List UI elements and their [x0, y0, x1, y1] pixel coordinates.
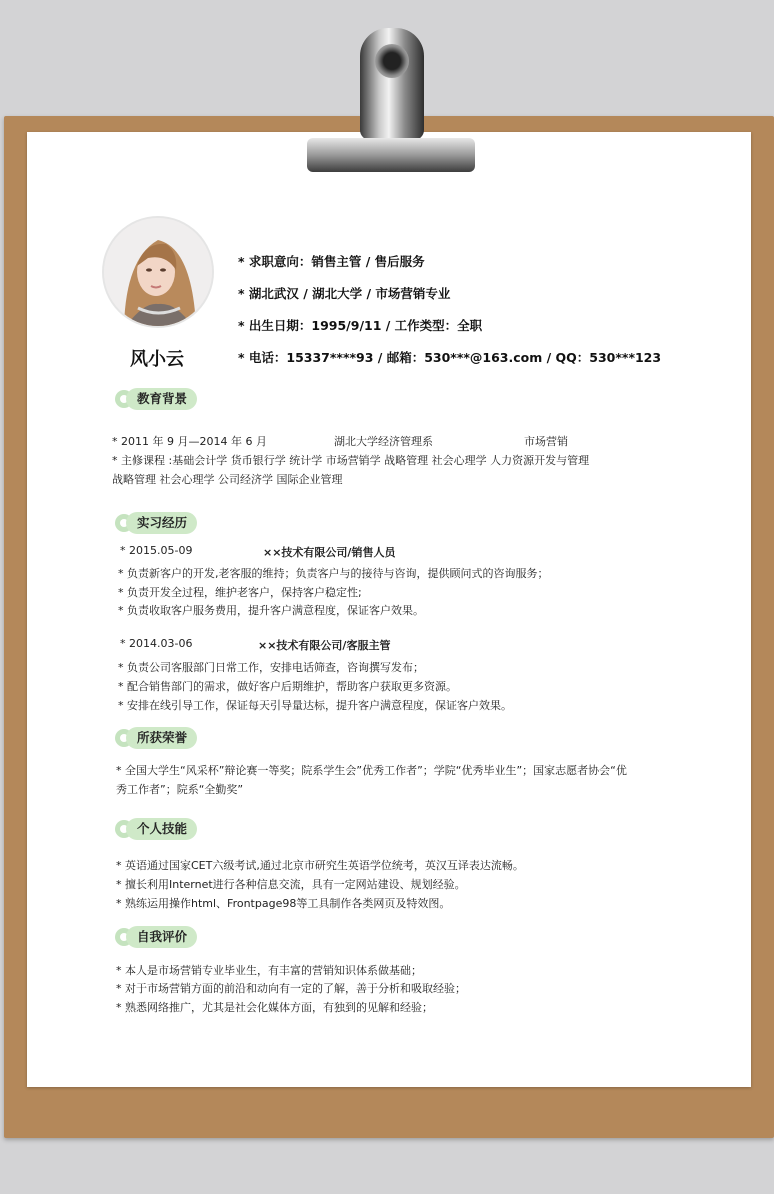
skill-item: * 熟练运用操作html、Frontpage98等工具制作各类网页及特效图。 — [116, 897, 451, 910]
edu-courses-1: * 主修课程 :基础会计学 货币银行学 统计学 市场营销学 战略管理 社会心理学 人力资源开发与管理 — [112, 454, 590, 467]
resume-name: 风小云 — [130, 349, 184, 370]
job1-item: * 负责收取客户服务费用，提升客户满意程度，保证客户效果。 — [118, 604, 424, 617]
edu-courses-2: 战略管理 社会心理学 公司经济学 国际企业管理 — [112, 473, 343, 486]
job1-item: * 负责开发全过程，维护老客户，保持客户稳定性; — [118, 586, 362, 599]
clip-base — [307, 138, 475, 172]
job2-company: ××技术有限公司/客服主管 — [258, 639, 391, 652]
info-line-contact: * 电话：15337****93 / 邮箱：530***@163.com / QQ：530***123 — [238, 350, 662, 365]
info-line-birth: * 出生日期：1995/9/11 / 工作类型：全职 — [238, 318, 483, 333]
edu-school: 湖北大学经济管理系 — [334, 435, 433, 448]
honor-line: 秀工作者”；院系“全勤奖” — [116, 783, 244, 796]
job1-date: * 2015.05-09 — [120, 544, 193, 557]
self-item: * 熟悉网络推广，尤其是社会化媒体方面，有独到的见解和经验； — [116, 1001, 433, 1014]
avatar — [104, 218, 212, 326]
info-line-intent: * 求职意向：销售主管 / 售后服务 — [238, 254, 425, 269]
job2-date: * 2014.03-06 — [120, 637, 193, 650]
job2-item: * 负责公司客服部门日常工作，安排电话筛查，咨询撰写发布； — [118, 661, 424, 674]
edu-major: 市场营销 — [524, 435, 568, 448]
skill-item: * 擅长利用Internet进行各种信息交流，具有一定网站建设、规划经验。 — [116, 878, 466, 891]
skill-item: * 英语通过国家CET六级考试,通过北京市研究生英语学位统考，英汉互译表达流畅。 — [116, 859, 524, 872]
edu-date: * 2011 年 9 月—2014 年 6 月 — [112, 435, 267, 448]
self-item: * 本人是市场营销专业毕业生，有丰富的营销知识体系做基础； — [116, 964, 422, 977]
clip-hole — [375, 44, 409, 78]
job2-item: * 安排在线引导工作，保证每天引导量达标，提升客户满意程度，保证客户效果。 — [118, 699, 512, 712]
self-item: * 对于市场营销方面的前沿和动向有一定的了解，善于分析和吸取经验； — [116, 982, 466, 995]
job2-item: * 配合销售部门的需求，做好客户后期维护，帮助客户获取更多资源。 — [118, 680, 457, 693]
info-line-school: * 湖北武汉 / 湖北大学 / 市场营销专业 — [238, 286, 451, 301]
job1-company: ××技术有限公司/销售人员 — [263, 546, 396, 559]
job1-item: * 负责新客户的开发,老客服的维持；负责客户与的接待与咨询，提供顾问式的咨询服务； — [118, 567, 549, 580]
honor-line: * 全国大学生“风采杯”辩论赛一等奖；院系学生会”优秀工作者”；学院“优秀毕业生”；国家志愿者协会“优 — [116, 764, 627, 777]
